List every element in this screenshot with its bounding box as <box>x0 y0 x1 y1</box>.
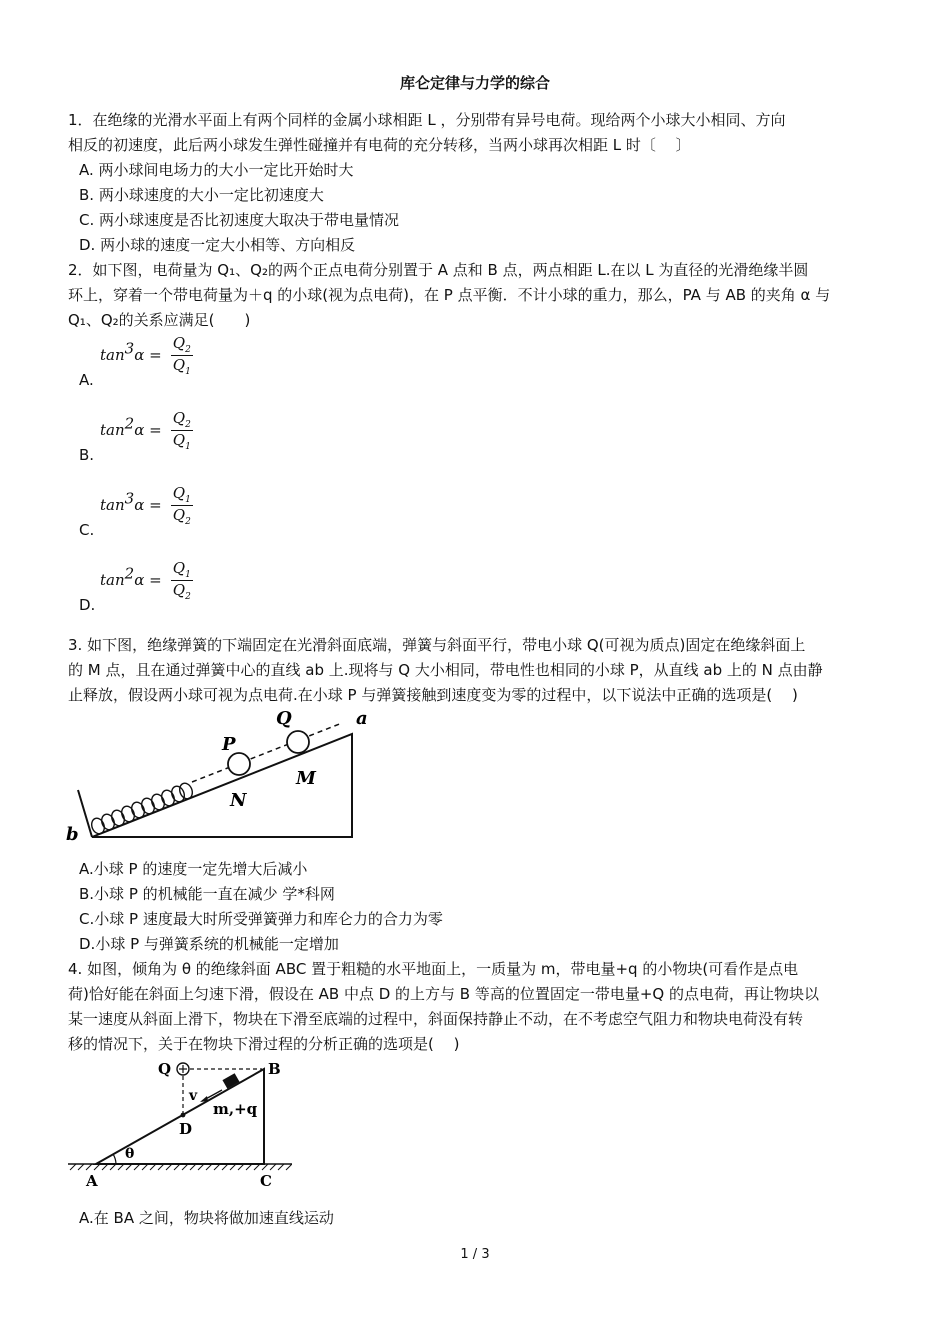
q3-option-d: D.小球 P 与弹簧系统的机械能一定增加 <box>79 935 339 953</box>
label-theta: θ <box>125 1146 135 1162</box>
tan-text: tan <box>100 421 125 439</box>
numerator: Q <box>172 559 186 577</box>
denominator: Q <box>172 431 186 449</box>
tan-text: tan <box>100 496 125 514</box>
q4-stem-line1: 4. 如图，倾角为 θ 的绝缘斜面 ABC 置于粗糙的水平地面上，一质量为 m，带电量+q 的小物块(可看作是点电 <box>68 960 799 978</box>
q2-option-d-formula <box>100 559 193 602</box>
q3-stem-line2: 的 M 点，且在通过弹簧中心的直线 ab 上.现将与 Q 大小相同，带电性也相同的小球 P，从直线 ab 上的 N 点由静 <box>68 661 823 679</box>
q1-option-d: D. 两小球的速度一定大小相等、方向相反 <box>79 236 356 254</box>
q2-option-c-formula <box>100 484 193 527</box>
tan-text: tan <box>100 346 125 364</box>
q3-option-a: A.小球 P 的速度一定先增大后减小 <box>79 860 308 878</box>
label-b: b <box>66 824 79 845</box>
line-ab <box>192 723 342 782</box>
fraction <box>171 409 193 452</box>
q2-option-b-label: B. <box>79 446 95 464</box>
page-number: 1 / 3 <box>460 1247 490 1262</box>
fraction <box>171 484 193 527</box>
numerator: Q <box>172 484 186 502</box>
velocity-arrow-head <box>200 1096 208 1102</box>
numerator-sub: 2 <box>185 345 191 355</box>
q2-option-a-label: A. <box>79 371 94 389</box>
alpha-eq: α = <box>134 496 162 514</box>
q1-option-c: C. 两小球速度是否比初速度大取决于带电量情况 <box>79 211 400 229</box>
label-c: C <box>260 1172 272 1190</box>
theta-arc <box>113 1154 116 1164</box>
alpha-eq: α = <box>134 571 162 589</box>
q2-option-c-label: C. <box>79 521 95 539</box>
alpha-eq: α = <box>134 421 162 439</box>
fraction <box>171 334 193 377</box>
denominator-sub: 1 <box>185 442 191 452</box>
label-m: M <box>296 768 316 789</box>
tan-text: tan <box>100 571 125 589</box>
q1-option-a: A. 两小球间电场力的大小一定比开始时大 <box>79 161 354 179</box>
q2-option-a-formula <box>100 334 193 377</box>
denominator: Q <box>172 581 186 599</box>
label-q: Q <box>276 708 292 729</box>
label-p: P <box>222 734 236 755</box>
q4-incline-figure <box>62 1052 292 1192</box>
q4-stem-line3: 某一速度从斜面上滑下，物块在下滑至底端的过程中，斜面保持静止不动，在不考虑空气阻力和物块电荷没有转 <box>68 1010 804 1028</box>
numerator-sub: 1 <box>185 495 191 505</box>
spring-coils <box>89 781 194 835</box>
label-v: v <box>189 1088 198 1104</box>
q1-stem-line2: 相反的初速度，此后两小球发生弹性碰撞并有电荷的充分转移，当两小球再次相距 L 时〔 〕 <box>68 136 691 154</box>
exponent: 3 <box>124 339 135 358</box>
page-title: 库仑定律与力学的综合 <box>399 74 550 92</box>
ball-p <box>228 753 250 775</box>
q4-stem-line4: 移的情况下，关于在物块下滑过程的分析正确的选项是( ) <box>68 1035 460 1053</box>
point-d <box>181 1113 186 1118</box>
label-mq: m,+q <box>213 1100 258 1118</box>
q2-stem-line1: 2．如下图，电荷量为 Q₁、Q₂的两个正点电荷分别置于 A 点和 B 点，两点相距 L.在以 L 为直径的光滑绝缘半圆 <box>68 261 809 279</box>
numerator: Q <box>172 334 186 352</box>
exponent: 3 <box>124 489 135 508</box>
denominator-sub: 2 <box>185 592 191 602</box>
q3-option-b: B.小球 P 的机械能一直在减少 学*科网 <box>79 885 335 903</box>
q2-stem-line3: Q₁、Q₂的关系应满足( ) <box>68 311 251 329</box>
q4-stem-line2: 荷)恰好能在斜面上匀速下滑，假设在 AB 中点 D 的上方与 B 等高的位置固定一带电量+Q 的点电荷，再让物块以 <box>68 985 820 1003</box>
denominator-sub: 1 <box>185 367 191 377</box>
q2-option-d-label: D. <box>79 596 96 614</box>
ball-q <box>287 731 309 753</box>
label-n: N <box>230 790 247 811</box>
q1-stem-line1: 1．在绝缘的光滑水平面上有两个同样的金属小球相距 L ，分别带有异号电荷。现给两个小球大小相同、方向 <box>68 111 786 129</box>
q3-option-c: C.小球 P 速度最大时所受弹簧弹力和库仑力的合力为零 <box>79 910 443 928</box>
q1-option-b: B. 两小球速度的大小一定比初速度大 <box>79 186 324 204</box>
q2-option-b-formula <box>100 409 193 452</box>
q3-stem-line3: 止释放，假设两小球可视为点电荷.在小球 P 与弹簧接触到速度变为零的过程中，以下说法中正确的选项是( ) <box>68 686 798 704</box>
numerator: Q <box>172 409 186 427</box>
denominator: Q <box>172 356 186 374</box>
numerator-sub: 2 <box>185 420 191 430</box>
alpha-eq: α = <box>134 346 162 364</box>
label-a: a <box>356 708 368 729</box>
exponent: 2 <box>124 414 135 433</box>
label-b: B <box>268 1060 281 1078</box>
q2-stem-line2: 环上，穿着一个带电荷量为＋q 的小球(视为点电荷)，在 P 点平衡．不计小球的重力，那么，PA 与 AB 的夹角 α 与 <box>68 286 831 304</box>
denominator-sub: 2 <box>185 517 191 527</box>
q4-option-a: A.在 BA 之间，物块将做加速直线运动 <box>79 1209 334 1227</box>
wall-line <box>78 790 92 837</box>
label-d: D <box>179 1120 193 1138</box>
numerator-sub: 1 <box>185 570 191 580</box>
fraction <box>171 559 193 602</box>
denominator: Q <box>172 506 186 524</box>
label-q: Q <box>158 1060 172 1078</box>
exponent: 2 <box>124 564 135 583</box>
q3-incline-figure <box>62 702 382 847</box>
q3-stem-line1: 3. 如下图，绝缘弹簧的下端固定在光滑斜面底端，弹簧与斜面平行，带电小球 Q(可视为质点)固定在绝缘斜面上 <box>68 636 806 654</box>
block <box>222 1073 239 1089</box>
label-a: A <box>86 1172 98 1190</box>
